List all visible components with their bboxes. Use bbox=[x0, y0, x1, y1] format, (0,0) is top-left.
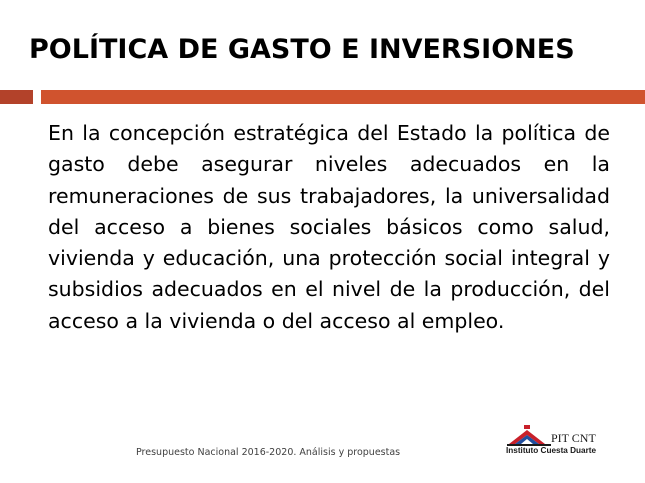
slide-title: POLÍTICA DE GASTO E INVERSIONES bbox=[29, 34, 575, 65]
slide-body-text: En la concepción estratégica del Estado la política de gasto debe asegurar niveles adecuados en la remuneraciones de sus trabajadores, la universalidad del acceso a bienes sociales básicos como salud, vivienda y educación, una protección social integral y subsidios adecuados en el nivel de la producción, del acceso a la vivienda o del acceso al empleo. bbox=[48, 121, 610, 333]
logo-institute: Instituto Cuesta Duarte bbox=[506, 446, 597, 455]
accent-band-right bbox=[41, 90, 645, 104]
pit-cnt-logo bbox=[503, 424, 613, 460]
pit-cnt-emblem-icon bbox=[507, 424, 553, 446]
accent-band-left bbox=[0, 90, 33, 104]
logo-name: PIT CNT bbox=[551, 431, 596, 445]
slide-footer: Presupuesto Nacional 2016-2020. Análisis y propuestas bbox=[136, 447, 401, 458]
